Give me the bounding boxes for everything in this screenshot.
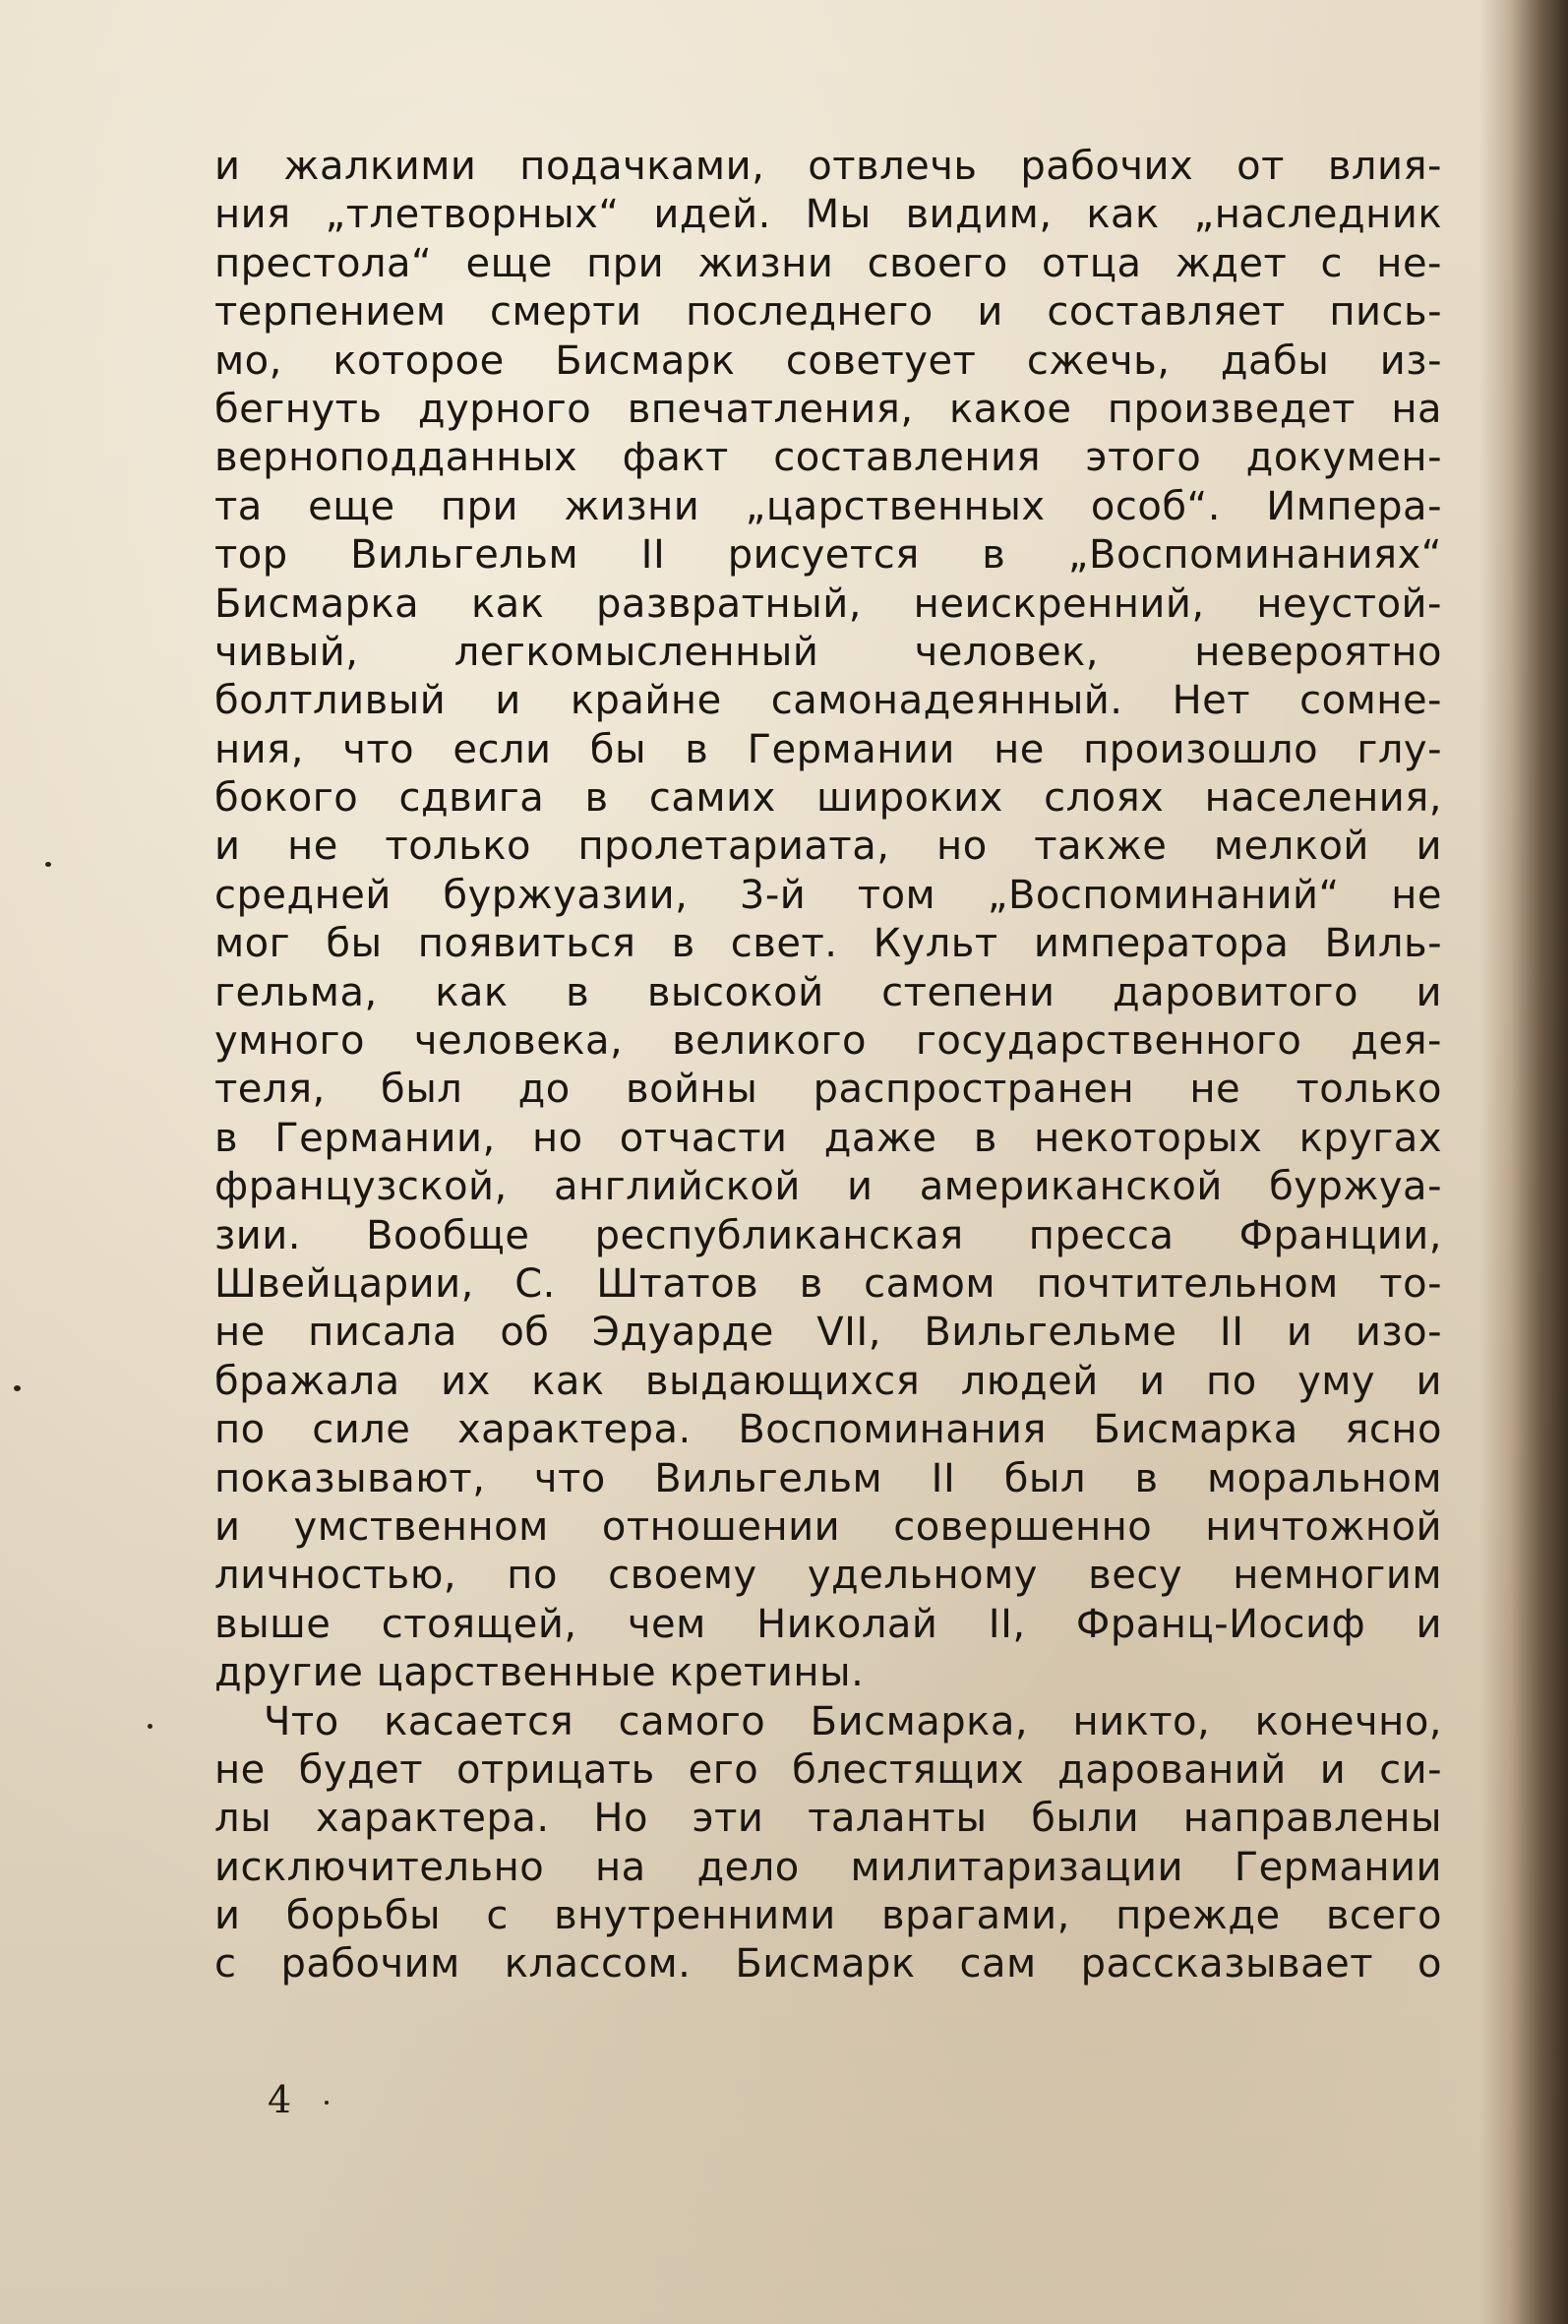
text-line: личностью, по своему удельному весу немногим	[214, 1553, 1442, 1599]
text-line: зии. Вообще республиканская пресса Франции,	[214, 1212, 1442, 1258]
text-line: по силе характера. Воспоминания Бисмарка ясно	[214, 1407, 1442, 1453]
paper-speck	[45, 862, 51, 867]
text-line: верноподданных факт составления этого докумен-	[214, 435, 1442, 481]
text-line: лы характера. Но эти таланты были направлены	[214, 1796, 1442, 1842]
text-line: в Германии, но отчасти даже в некоторых кругах	[214, 1115, 1442, 1161]
text-line: выше стоящей, чем Николай II, Франц-Иосиф и	[214, 1601, 1442, 1647]
text-line: теля, был до войны распространен не только	[214, 1067, 1442, 1113]
text-line: французской, английской и американской буржуа-	[214, 1164, 1442, 1210]
paragraph-start-line: Что касается самого Бисмарка, никто, конечно,	[264, 1698, 1442, 1744]
spine-shadow	[1479, 0, 1568, 2324]
text-line: ния „тлетворных“ идей. Мы видим, как „наследник	[214, 192, 1442, 238]
text-line: гельма, как в высокой степени даровитого и	[214, 969, 1442, 1015]
paper-speck	[325, 2101, 329, 2105]
text-line: умного человека, великого государственного дея-	[214, 1018, 1442, 1065]
text-line: и умственном отношении совершенно ничтожной	[214, 1503, 1442, 1550]
text-line: терпением смерти последнего и составляет пись-	[214, 289, 1442, 336]
text-line: тор Вильгельм II рисуется в „Воспоминаниях“	[214, 532, 1442, 579]
paper-speck	[14, 1385, 21, 1391]
text-line: бокого сдвига в самих широких слоях населения,	[214, 775, 1442, 822]
text-line: с рабочим классом. Бисмарк сам рассказывает о	[214, 1941, 1442, 1988]
page-number: 4	[268, 2078, 292, 2121]
text-line: ния, что если бы в Германии не произошло глу-	[214, 726, 1442, 772]
text-line: мог бы появиться в свет. Культ императора Виль-	[214, 921, 1442, 967]
text-line: и борьбы с внутренними врагами, прежде всего	[214, 1893, 1442, 1939]
text-line: бражала их как выдающихся людей и по уму и	[214, 1358, 1442, 1404]
body-text	[214, 143, 1442, 1989]
text-line: исключительно на дело милитаризации Германии	[214, 1844, 1442, 1890]
paper-speck	[148, 1724, 152, 1729]
text-line: Швейцарии, С. Штатов в самом почтительном то-	[214, 1260, 1442, 1307]
paragraph-end-line: другие царственные кретины.	[214, 1650, 865, 1696]
text-line: не будет отрицать его блестящих дарований и си-	[214, 1746, 1442, 1793]
text-line: показывают, что Вильгельм II был в моральном	[214, 1455, 1442, 1501]
text-line: чивый, легкомысленный человек, невероятно	[214, 629, 1442, 675]
text-line: болтливый и крайне самонадеянный. Нет сомне-	[214, 678, 1442, 724]
text-line: не писала об Эдуарде VII, Вильгельме II и изо-	[214, 1310, 1442, 1356]
text-line: и не только пролетариата, но также мелкой и	[214, 824, 1442, 870]
text-line: средней буржуазии, 3-й том „Воспоминаний“ не	[214, 872, 1442, 918]
text-line: Бисмарка как развратный, неискренний, неустой-	[214, 581, 1442, 627]
text-line: и жалкими подачками, отвлечь рабочих от влия-	[214, 144, 1442, 189]
text-line: мо, которое Бисмарк советует сжечь, дабы из-	[214, 337, 1442, 384]
text-line: бегнуть дурного впечатления, какое произведет на	[214, 386, 1442, 432]
text-line: престола“ еще при жизни своего отца ждет с не-	[214, 240, 1442, 286]
text-line: та еще при жизни „царственных особ“. Импера-	[214, 483, 1442, 529]
